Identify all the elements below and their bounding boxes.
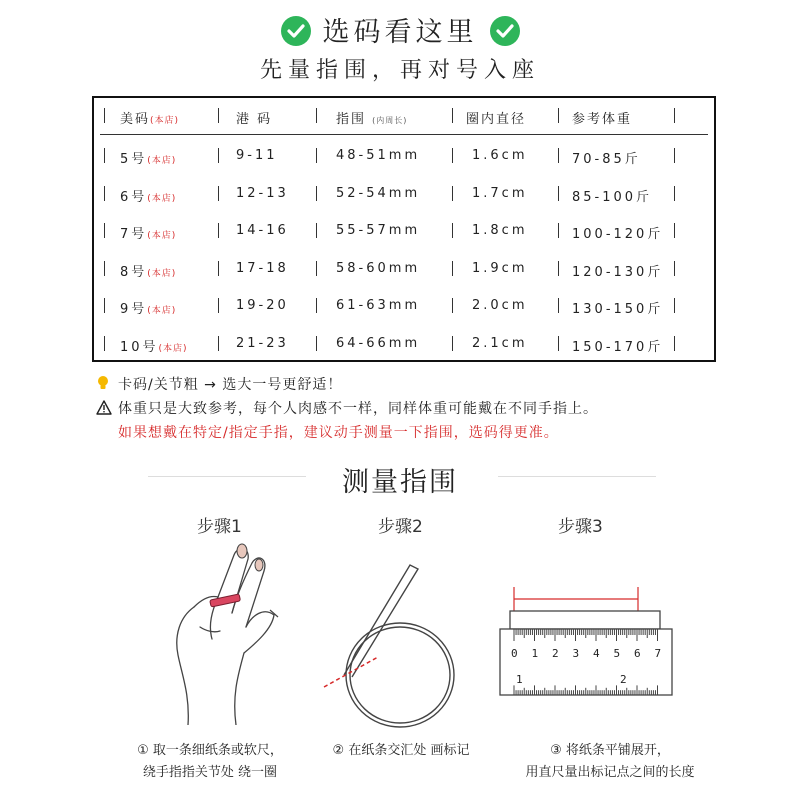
column-separator [558,148,559,163]
column-separator [558,223,559,238]
column-separator [452,298,453,313]
cell-diam: 2.1cm [472,335,528,351]
step3-label: 步骤3 [558,517,603,537]
section-title: 测量指围 [342,467,458,498]
column-separator [218,336,219,351]
cell-size: 9号(本店) [120,302,177,317]
column-separator [558,261,559,276]
step2-description: ② 在纸条交汇处 画标记 [332,743,470,758]
table-row [94,255,714,285]
ruler-top-label: 7 [654,647,662,660]
column-separator [674,148,675,163]
page-title [0,10,800,49]
column-separator [674,261,675,276]
column-separator [218,186,219,201]
column-separator [452,261,453,276]
cell-weight: 120-130斤 [572,264,664,280]
column-separator [452,223,453,238]
ruler-top-label: 0 [511,647,518,660]
ruler-top-label: 1 [531,647,539,660]
cell-hk: 21-23 [236,335,289,351]
column-separator [316,336,317,351]
ruler-top-label: 2 [552,647,559,660]
title-text: 选码看这里 [322,17,478,48]
header-circumference: 指围 (内周长) [336,112,408,127]
ruler-bottom-label: 1 [516,673,523,686]
column-separator [316,148,317,163]
red-note: 如果想戴在特定/指定手指，建议动手测量一下指围，选码得更准。 [118,425,559,441]
ruler-top-label: 5 [613,647,621,660]
table-row [94,180,714,210]
page-subtitle: 先量指围，再对号入座 [259,58,540,83]
cell-hk: 9-11 [236,148,278,163]
cell-weight: 130-150斤 [572,302,664,317]
column-separator [104,148,105,163]
size-note: (本店) [147,231,177,241]
size-note: (本店) [147,306,177,316]
size-note: (本店) [147,193,177,204]
column-separator [674,298,675,313]
cell-weight: 70-85斤 [572,152,641,167]
strip-loop-illustration [310,555,490,745]
column-separator [218,223,219,238]
column-separator [674,336,675,351]
cell-circ: 48-51mm [336,148,421,163]
cell-circ: 64-66mm [336,335,421,351]
column-separator [104,298,105,313]
tip-line: 卡码/关节粗 → 选大一号更舒适！ [96,373,598,397]
step3-description: ③ 将纸条平铺展开， 用直尺量出标记点之间的长度 [525,743,695,780]
ruler-illustration [496,585,676,697]
column-separator [674,186,675,201]
cell-circ: 55-57mm [336,223,421,238]
bulb-icon [96,375,110,391]
cell-weight: 85-100斤 [572,189,653,205]
ruler-top-label: 4 [593,647,600,660]
cell-size: 7号(本店) [120,227,177,242]
hand-wrap-illustration [160,535,300,725]
cell-size: 8号(本店) [120,264,177,280]
cell-weight: 100-120斤 [572,227,664,242]
cell-hk: 17-18 [236,260,289,276]
section-divider-right [498,476,656,477]
notes [96,373,598,445]
column-separator [316,298,317,313]
ruler-top-label: 3 [572,647,580,660]
cell-diam: 1.7cm [472,185,528,201]
column-separator [452,148,453,163]
warning-icon [96,400,112,415]
cell-weight: 150-170斤 [572,339,664,355]
column-separator [558,298,559,313]
column-separator [104,336,105,351]
step2-label: 步骤2 [378,517,423,537]
cell-hk: 14-16 [236,223,289,238]
cell-diam: 1.8cm [472,223,528,238]
column-separator [452,186,453,201]
column-separator [558,186,559,201]
column-separator [104,261,105,276]
cell-circ: 61-63mm [336,298,421,313]
table-row [94,217,714,247]
column-separator [316,223,317,238]
column-separator [104,186,105,201]
column-separator [316,186,317,201]
cell-diam: 2.0cm [472,298,528,313]
column-separator [218,261,219,276]
ruler-top-label: 6 [634,647,641,660]
column-separator [218,298,219,313]
column-separator [558,336,559,351]
cell-diam: 1.9cm [472,260,528,276]
header-weight: 参考体重 [572,112,633,127]
column-separator [104,223,105,238]
cell-size: 10号(本店) [120,339,188,355]
table-row [94,292,714,322]
size-note: (本店) [147,156,177,166]
warning-line: 体重只是大致参考，每个人肉感不一样，同样体重可能戴在不同手指上。 [96,397,598,421]
cell-circ: 58-60mm [336,260,421,276]
header-hk: 港 码 [236,112,273,127]
column-separator [452,336,453,351]
cell-size: 6号(本店) [120,189,177,205]
cell-diam: 1.6cm [472,148,528,163]
table-row [94,142,714,172]
column-separator [316,261,317,276]
cell-circ: 52-54mm [336,185,421,201]
cell-hk: 19-20 [236,298,289,313]
header-diameter: 圈内直径 [466,112,527,127]
step1-description: ① 取一条细纸条或软尺， 绕手指指关节处 绕一圈 [137,743,283,780]
size-note: (本店) [158,343,188,354]
header-size: 美码(本店) [120,112,180,127]
cell-size: 5号(本店) [120,152,177,167]
table-row [94,330,714,360]
check-icon [281,16,311,46]
table-header-row [94,102,714,132]
size-note: (本店) [147,268,177,279]
ruler-bottom-label: 2 [620,673,627,686]
column-separator [218,148,219,163]
column-separator [674,223,675,238]
size-table [92,96,716,362]
header-divider [100,134,708,135]
check-icon [490,16,520,46]
cell-hk: 12-13 [236,185,289,201]
step1-label: 步骤1 [197,517,242,537]
